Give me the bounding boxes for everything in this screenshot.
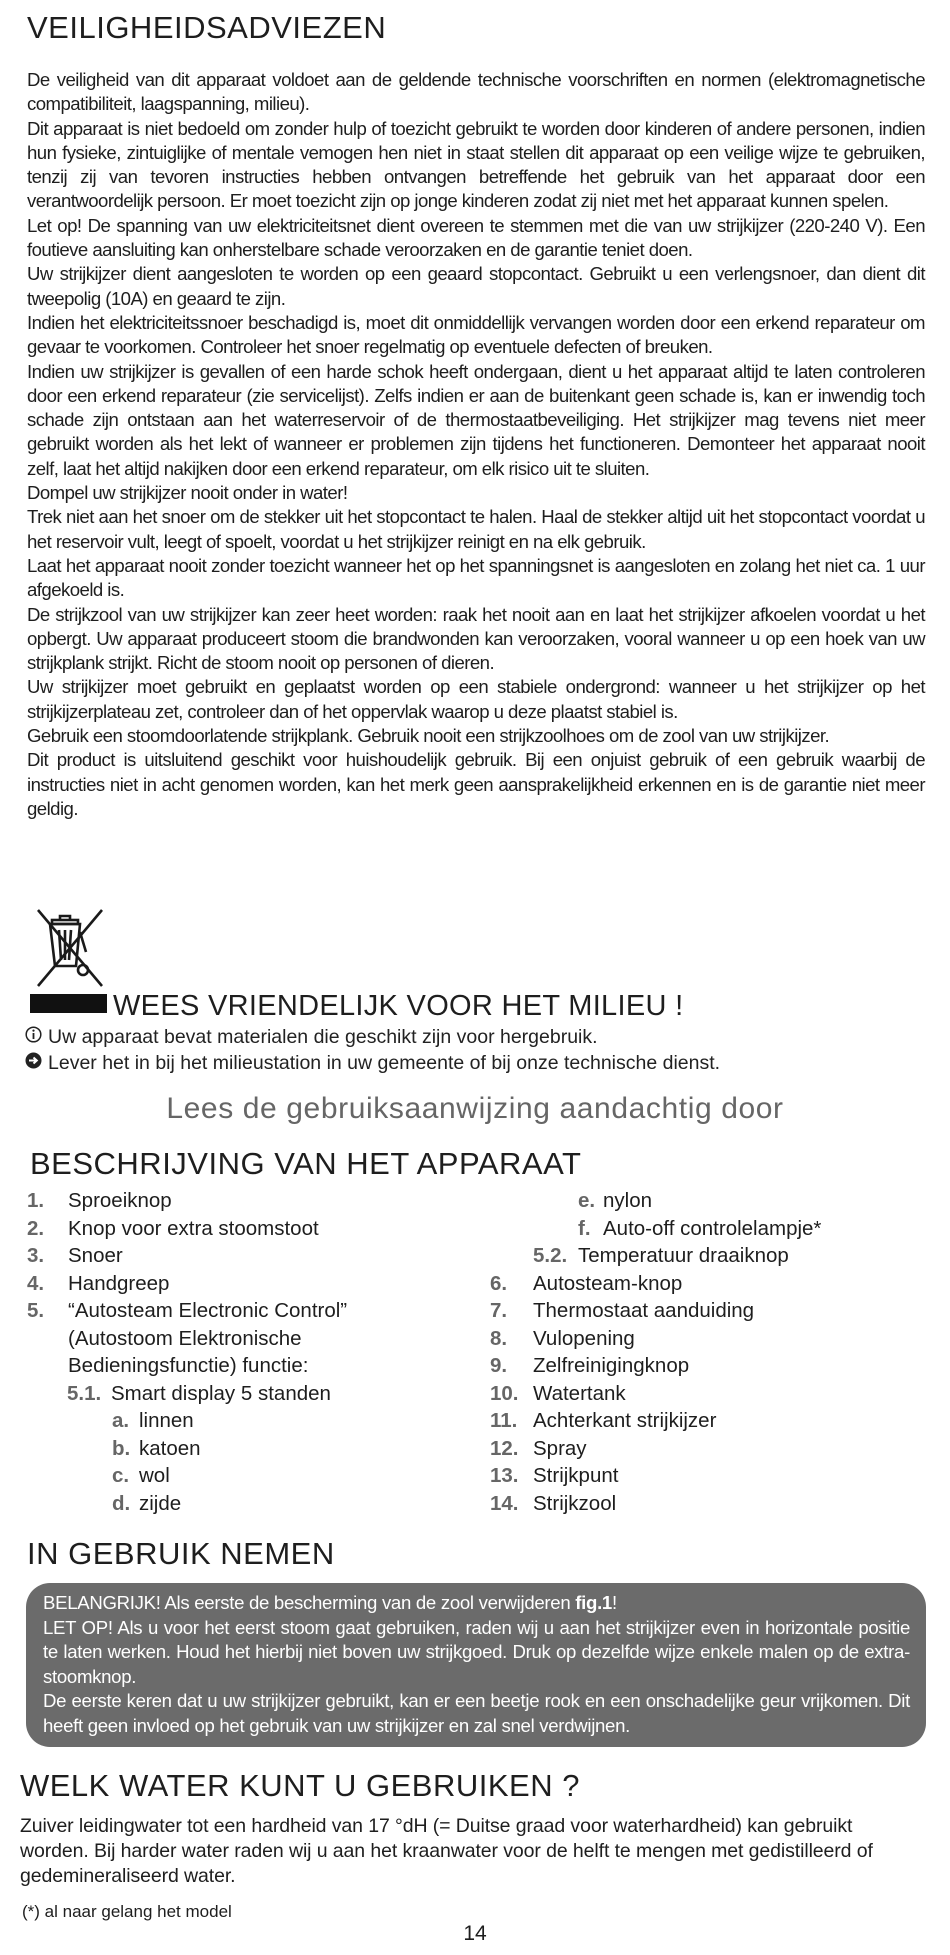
- list-item: 11. Achterkant strijkijzer: [490, 1409, 717, 1432]
- parts-list-right: [490, 1187, 930, 1517]
- list-item: b. katoen: [112, 1436, 201, 1460]
- list-item: 5. “Autosteam Electronic Control”: [27, 1299, 348, 1322]
- list-item: 8. Vulopening: [490, 1326, 635, 1350]
- environment-title-text: WEES VRIENDELIJK VOOR HET MILIEU !: [113, 990, 684, 1022]
- first-use-title: IN GEBRUIK NEMEN: [27, 1536, 335, 1571]
- safety-paragraph: Dit apparaat is niet bedoeld om zonder hulp of toezicht gebruikt te worden door kinderen of andere personen, indien hun fysieke, zintuiglijke of mentale vemogen hen niet in staat stellen dit apparaat op een veilige wijze te gebruiken, tenzij zij van tevoren instructies hebben ontvangen betreffende het gebruik van het apparaat door een verantwoordelijk persoon. Er moet toezicht zijn op jonge kinderen zodat zij niet met het apparaat kunnen spelen.: [27, 117, 925, 212]
- safety-section: [27, 68, 925, 821]
- title-bar: [30, 994, 107, 1013]
- environment-line-text: Uw apparaat bevat materialen die geschikt zijn voor hergebruik.: [48, 1026, 598, 1048]
- water-section: [20, 1814, 920, 1889]
- figure-reference: fig.1: [575, 1592, 612, 1613]
- info-circle-icon: [24, 1026, 42, 1048]
- list-item: a. linnen: [112, 1409, 194, 1432]
- page-number: 14: [463, 1922, 487, 1945]
- callout-paragraph: LET OP! Als u voor het eerst stoom gaat gebruiken, raden wij u aan het strijkijzer even in horizontale positie te laten werken. Houd het hierbij niet boven uw strijkgoed. Druk op dezelfde wijze enkele malen op de extra-stoomknop.: [43, 1616, 910, 1687]
- list-item: 7. Thermostaat aanduiding: [490, 1299, 755, 1322]
- safety-paragraph: Laat het apparaat nooit zonder toezicht wanneer het op het spanningsnet is aangesloten en zolang het niet ca. 1 uur afgekoeld is.: [27, 554, 925, 601]
- important-callout: [26, 1583, 926, 1747]
- crossed-bin-icon: [30, 906, 110, 990]
- list-item: 2. Knop voor extra stoomstoot: [27, 1216, 319, 1240]
- safety-paragraph: Uw strijkijzer moet gebruikt en geplaatst worden op een stabiele ondergrond: wanneer u het strijkijzer op het strijkijzerplateau zet, controleer dan of het oppervlak waarop u deze plaatst stabiel is.: [27, 676, 925, 722]
- list-item: 5.2. Temperatuur draaiknop: [533, 1244, 789, 1267]
- list-item: 10. Watertank: [490, 1381, 626, 1405]
- parts-list-left: [27, 1187, 467, 1517]
- list-item: 12. Spray: [490, 1436, 587, 1460]
- list-item: 13. Strijkpunt: [490, 1464, 619, 1487]
- safety-paragraph: Indien het elektriciteitssnoer beschadigd is, moet dit onmiddellijk vervangen worden door een erkend reparateur om gevaar te voorkomen. Controleer het snoer regelmatig op eventuele defecten of breuken.: [27, 311, 925, 358]
- callout-paragraph: BELANGRIJK! Als eerste de bescherming van de zool verwijderen fig.1!: [43, 1592, 617, 1613]
- safety-paragraph: Indien uw strijkijzer is gevallen of een harde schok heeft ondergaan, dient u het apparaat altijd te laten controleren door een erkend reparateur (zie servicelijst). Zelfs indien er aan de buitenkant geen schade is, kan er inwendig toch schade zijn ontstaan aan het waterreservoir of de thermostaatbeveiliging. Het strijkijzer mag tevens niet meer gebruikt worden als het lekt of wanneer er problemen zijn tijdens het functioneren. Demonteer het apparaat nooit zelf, laat het altijd nakijken door een erkend reparateur, om elk risico uit te sluiten.: [27, 360, 925, 479]
- safety-paragraph: Let op! De spanning van uw elektriciteitsnet dient overeen te stemmen met die van uw strijkijzer (220-240 V). Een foutieve aansluiting kan onherstelbare schade veroorzaken en de garantie teniet doen.: [27, 214, 925, 261]
- safety-paragraph: Dompel uw strijkijzer nooit onder in water!: [27, 482, 348, 504]
- list-item: d. zijde: [112, 1491, 182, 1515]
- safety-paragraph: Trek niet aan het snoer om de stekker uit het stopcontact te halen. Haal de stekker altijd uit het stopcontact voordat u het reservoir vult, leegt of spoelt, voordat u het strijkijzer reinigt en na elk gebruik.: [27, 506, 925, 552]
- list-item: c. wol: [112, 1464, 170, 1487]
- list-item: 1. Sproeiknop: [27, 1189, 172, 1212]
- environment-line: [24, 1026, 598, 1049]
- footnote: (*) al naar gelang het model: [22, 1902, 232, 1921]
- safety-paragraph: Dit product is uitsluitend geschikt voor huishoudelijk gebruik. Bij een onjuist gebruik of een gebruik waarbij de instructies niet in acht genomen worden, kan het merk geen aansprakelijkheid erkennen en is de garantie niet meer geldig.: [27, 749, 925, 819]
- water-title: WELK WATER KUNT U GEBRUIKEN ?: [20, 1768, 580, 1803]
- list-item: Bedieningsfunctie) functie:: [68, 1354, 309, 1377]
- list-item: 5.1. Smart display 5 standen: [67, 1381, 331, 1405]
- safety-paragraph: Uw strijkijzer dient aangesloten te worden op een geaard stopcontact. Gebruikt u een verlengsnoer, dan dient dit tweepolig (10A) en geaard te zijn.: [27, 263, 925, 309]
- list-item: 6. Autosteam-knop: [490, 1271, 683, 1295]
- environment-line: [24, 1052, 720, 1075]
- safety-paragraph: De veiligheid van dit apparaat voldoet aan de geldende technische voorschriften en normen (elektromagnetische compatibiliteit, laagspanning, milieu).: [27, 69, 925, 115]
- list-item: 4. Handgreep: [27, 1271, 170, 1295]
- environment-title: [30, 990, 683, 1030]
- arrow-circle-icon: [24, 1052, 42, 1074]
- list-item: f. Auto-off controlelampje*: [578, 1216, 822, 1240]
- list-item: 3. Snoer: [27, 1244, 123, 1267]
- read-manual-notice: Lees de gebruiksaanwijzing aandachtig door: [166, 1092, 784, 1125]
- description-title: BESCHRIJVING VAN HET APPARAAT: [30, 1146, 582, 1181]
- list-item: e. nylon: [578, 1189, 653, 1212]
- safety-title: VEILIGHEIDSADVIEZEN: [27, 10, 387, 45]
- safety-paragraph: De strijkzool van uw strijkijzer kan zeer heet worden: raak het nooit aan en laat het strijkijzer afkoelen voordat u het opbergt. Uw apparaat produceert stoom die brandwonden kan veroorzaken, vooral wanneer u op een hoek van uw strijkplank strijkt. Richt de stoom nooit op personen of dieren.: [27, 603, 925, 674]
- safety-paragraph: Gebruik een stoomdoorlatende strijkplank. Gebruik nooit een strijkzoolhoes om de zool van uw strijkijzer.: [27, 725, 830, 747]
- callout-paragraph: De eerste keren dat u uw strijkijzer gebruikt, kan er een beetje rook en een onschadelijke geur vrijkomen. Dit heeft geen invloed op het gebruik van uw strijkijzer en zal snel verdwijnen.: [43, 1690, 910, 1736]
- list-item: (Autostoom Elektronische: [68, 1326, 302, 1350]
- list-item: 14. Strijkzool: [490, 1491, 617, 1515]
- environment-line-text: Lever het in bij het milieustation in uw gemeente of bij onze technische dienst.: [48, 1052, 721, 1074]
- water-paragraph: Zuiver leidingwater tot een hardheid van 17 °dH (= Duitse graad voor waterhardheid) kan gebruikt worden. Bij harder water raden wij u aan het kraanwater voor de helft te mengen met gedistilleerd of gedemineraliseerd water.: [20, 1815, 873, 1887]
- list-item: 9. Zelfreinigingknop: [490, 1354, 690, 1377]
